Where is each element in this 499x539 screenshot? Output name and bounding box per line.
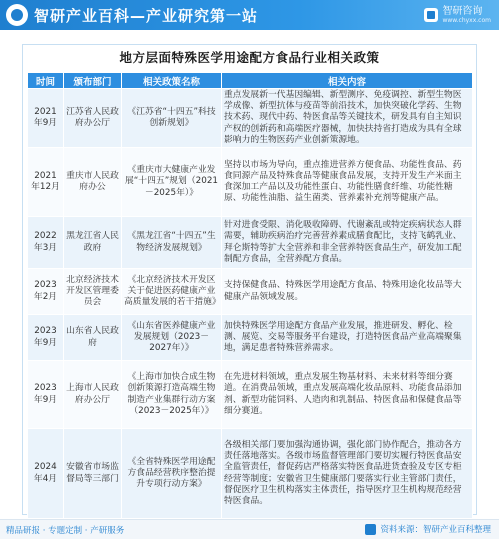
table-row [28, 148, 473, 217]
cell-content: 各级相关部门要加强沟通协调，强化部门协作配合，推动各方责任落地落实。各级市场监督管理部门要切实履行特医食品安全监管责任，督促药店严格落实特医食品进货查验及专区专柜经营等制度；安徽省卫生健康部门要落实行业主管部门责任，督促医疗卫生机构落实主体责任，指导医疗卫生机构规范经营特医食品。 [222, 429, 473, 519]
footer-source [365, 523, 491, 535]
cell-time: 2021年9月 [28, 89, 64, 148]
policy-card [22, 44, 477, 515]
brand-logo-icon [424, 8, 438, 22]
cell-policy-name: 《全省特殊医学用途配方食品经营秩序整治提升专项行动方案》 [122, 429, 222, 519]
cell-time: 2021年12月 [28, 148, 64, 217]
table-row [28, 217, 473, 269]
cell-policy-name: 《黑龙江省“十四五”生物经济发展规划》 [122, 217, 222, 269]
footer-source-text: 资料来源：智研产业百科整理 [380, 525, 491, 535]
top-banner [0, 0, 499, 30]
table-title: 地方层面特殊医学用途配方食品行业相关政策 [119, 50, 380, 65]
cell-time: 2023年9月 [28, 361, 64, 429]
cell-policy-name: 《上海市加快合成生物创新策源打造高端生物制造产业集群行动方案（2023－2025年）》 [122, 361, 222, 429]
table-row [28, 89, 473, 148]
cell-dept: 山东省人民政府 [64, 315, 122, 361]
footer-logo-icon [365, 524, 376, 535]
table-row [28, 429, 473, 519]
policy-table [27, 72, 473, 519]
cell-dept: 北京经济技术开发区管理委员会 [64, 269, 122, 315]
table-header-row [28, 73, 473, 89]
cell-dept: 重庆市人民政府办公 [64, 148, 122, 217]
header-dept: 颁布部门 [64, 73, 122, 89]
cell-dept: 上海市人民政府办公厅 [64, 361, 122, 429]
cell-time: 2024年4月 [28, 429, 64, 519]
cell-dept: 黑龙江省人民政府 [64, 217, 122, 269]
cell-content: 重点发展新一代基因编辑、新型测序、免疫调控、新型生物医学成像、新型抗体与疫苗等前沿技术，加快突破化学药、生物技术药、现代中药、特医食品等关键技术，研发具有自主知识产权的创新药和高端医疗器械，加快扶持省打造成为具有全球影响力的生物医药产业创新策源地。 [222, 89, 473, 148]
logo-icon [6, 4, 28, 26]
cell-time: 2023年9月 [28, 315, 64, 361]
cell-content: 针对进食受限、消化吸收障碍、代谢紊乱或特定疾病状态人群需要，辅助疾病治疗完善营养素成膳食配比，支持飞鹤乳业、拜仑斯特等扩大全营养和非全营养特医食品生产，研发加工配制配方食品，全营养配方食品。 [222, 217, 473, 269]
cell-policy-name: 《江苏省“十四五”科技创新规划》 [122, 89, 222, 148]
cell-dept: 安徽省市场监督局等三部门 [64, 429, 122, 519]
cell-time: 2023年2月 [28, 269, 64, 315]
table-row [28, 315, 473, 361]
cell-content: 在先进材料领域，重点发展生物基材料、未来材料等细分赛道。在消费品领域，重点发展高端化妆品原料、功能食品添加剂、新型功能饲料、人造肉和乳制品、特医食品和保健食品等细分赛道。 [222, 361, 473, 429]
cell-content: 坚持以市场为导向，重点推进营养方便食品、功能性食品、药食同源产品及特殊食品等健康食品发展，支持开发生产米面主食深加工产品以及功能性蛋白、功能性膳食纤维、功能性糖原、功能性油脂、益生菌类、营养素补充剂等健康产品。 [222, 148, 473, 217]
table-row [28, 269, 473, 315]
header-policy-name: 相关政策名称 [122, 73, 222, 89]
header-content: 相关内容 [222, 73, 473, 89]
footer-services: 精品研报 · 专题定制 · 产研服务 [6, 526, 125, 536]
cell-policy-name: 《重庆市大健康产业发展“十四五”规划（2021－2025年）》 [122, 148, 222, 217]
brand-url: www.chyxx.com [442, 16, 491, 24]
brand-name: 智研咨询 [442, 5, 483, 17]
cell-dept: 江苏省人民政府办公厅 [64, 89, 122, 148]
cell-policy-name: 《北京经济技术开发区关于促进医药健康产业高质量发展的若干措施》 [122, 269, 222, 315]
brand [424, 4, 491, 26]
footer-bar [0, 519, 499, 539]
cell-content: 加快特殊医学用途配方食品产业发展，推进研发、孵化、检测、展览、交易等服务平台建设，打造特医食品产业高端聚集地，满足患者特殊营养需求。 [222, 315, 473, 361]
header-time: 时间 [28, 73, 64, 89]
site-title: 智研产业百科—产业研究第一站 [34, 7, 259, 25]
cell-content: 支持保健食品、特殊医学用途配方食品、特殊用途化妆品等大健康产品领域发展。 [222, 269, 473, 315]
table-row [28, 361, 473, 429]
cell-policy-name: 《山东省医养健康产业发展规划（2023－2027年）》 [122, 315, 222, 361]
cell-time: 2022年3月 [28, 217, 64, 269]
